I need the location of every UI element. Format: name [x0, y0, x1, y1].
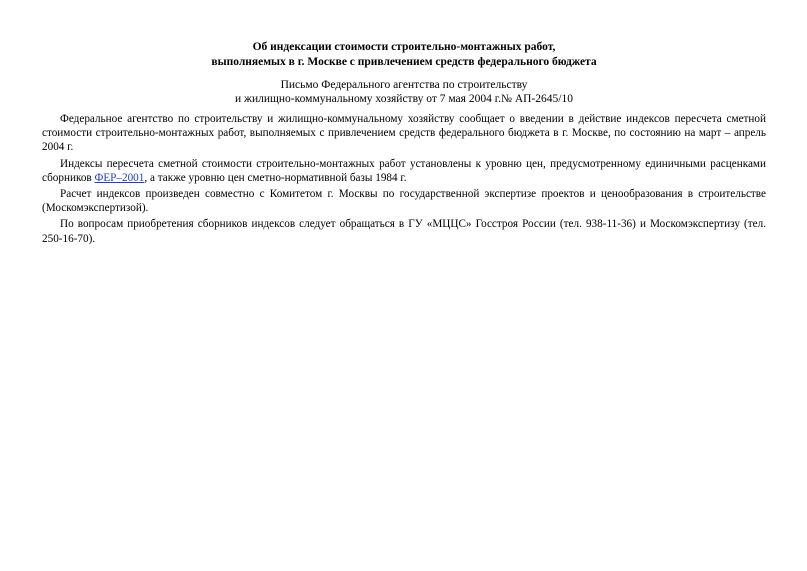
fer-2001-link[interactable]: ФЕР–2001	[94, 171, 145, 184]
paragraph-2	[42, 157, 766, 185]
title-line-1: Об индексации стоимости строительно-монтажных работ,	[252, 41, 556, 53]
source-line-1: Письмо Федерального агентства по строительству	[280, 79, 528, 91]
paragraph-3: Расчет индексов произведен совместно с Комитетом г. Москвы по государственной экспертизе проектов и ценообразования в строительстве (Москомэкспертизой).	[42, 188, 766, 215]
paragraph-1: Федеральное агентство по строительству и жилищно-коммунальному хозяйству сообщает о введении в действие индексов пересчета сметной стоимости строительно-монтажных работ, выполняемых с привлечением средств федерального бюджета в г. Москве, по состоянию на март – апрель 2004 г.	[42, 113, 766, 154]
source-line-2: и жилищно-коммунальному хозяйству от 7 мая 2004 г.№ АП-2645/10	[235, 93, 573, 105]
paragraph-2-text-after-link: , а также уровню цен сметно-нормативной базы 1984 г.	[144, 171, 407, 184]
paragraph-4: По вопросам приобретения сборников индексов следует обращаться в ГУ «МЦЦС» Госстроя России (тел. 938-11-36) и Москомэкспертизу (тел. 250-16-70).	[42, 218, 766, 245]
document-title	[42, 40, 766, 70]
title-line-2: выполняемых в г. Москве с привлечением средств федерального бюджета	[211, 56, 597, 68]
document-page	[42, 40, 766, 248]
paragraph-2-text-before-link: Индексы пересчета сметной стоимости строительно-монтажных работ установлены к уровню цен, предусмотренному единичными расценками сборников	[42, 157, 766, 184]
document-source	[42, 78, 766, 106]
